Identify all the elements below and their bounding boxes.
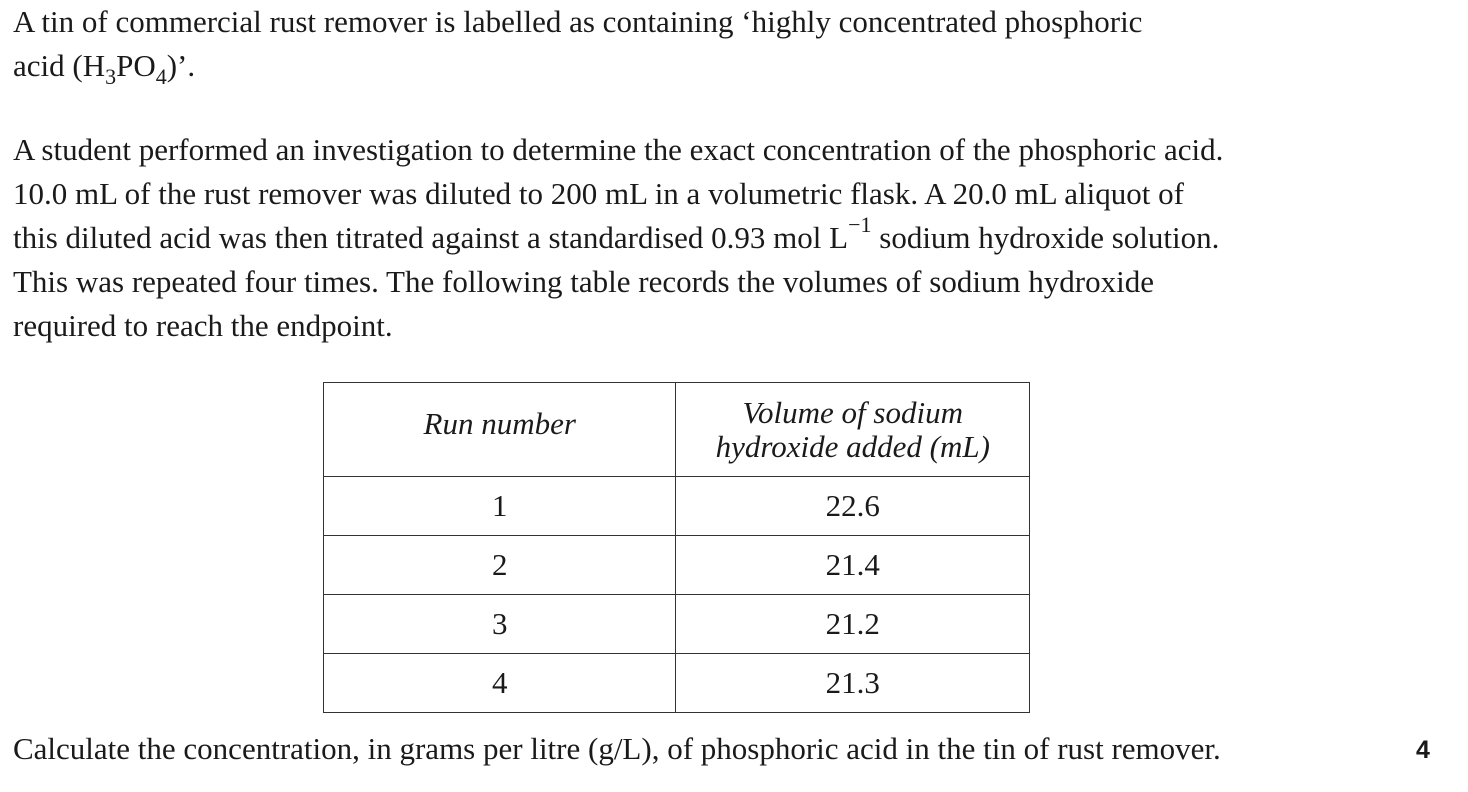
question-text: Calculate the concentration, in grams per litre (g/L), of phosphoric acid in the tin of rust remover. (13, 731, 1221, 766)
volume-cell: 21.4 (676, 536, 1030, 595)
method-line-3: this diluted acid was then titrated against a standardised 0.93 mol $L^{-1}$ sodium hydroxide solution. (13, 212, 1220, 255)
run-number-cell: 2 (324, 536, 676, 595)
table-row (324, 477, 1030, 536)
method-line-4: This was repeated four times. The following table records the volumes of sodium hydroxide (13, 264, 1154, 299)
method-line-2: 10.0 mL of the rust remover was diluted to 200 mL in a volumetric flask. A 20.0 mL aliquot of (13, 176, 1184, 211)
method-line-1: A student performed an investigation to determine the exact concentration of the phosphoric acid. (13, 132, 1224, 167)
table-row (324, 654, 1030, 713)
table-row (324, 595, 1030, 654)
run-number-cell: 4 (324, 654, 676, 713)
formula-subscript-3: 3 (105, 64, 117, 89)
run-number-cell: 3 (324, 595, 676, 654)
table-header-row (324, 383, 1030, 477)
header-volume: Volume of sodium hydroxide added (mL) (676, 383, 1030, 477)
method-paragraph (13, 128, 1223, 348)
intro-line-1: A tin of commercial rust remover is labelled as containing ‘highly concentrated phosphoric (13, 4, 1143, 39)
unit-exponent: −1 (848, 212, 872, 237)
volume-cell: 21.3 (676, 654, 1030, 713)
method-line-5: required to reach the endpoint. (13, 308, 393, 343)
volume-cell: 22.6 (676, 477, 1030, 536)
table-row (324, 536, 1030, 595)
intro-line-2: acid $(H_3PO_4)$’. (13, 48, 196, 89)
run-number-cell: 1 (324, 477, 676, 536)
marks-value: 4 (1416, 736, 1430, 764)
intro-paragraph (13, 0, 1142, 88)
titration-results-table (323, 382, 1030, 713)
volume-cell: 21.2 (676, 595, 1030, 654)
formula-subscript-4: 4 (155, 64, 167, 89)
header-run-number: Run number (324, 383, 676, 477)
